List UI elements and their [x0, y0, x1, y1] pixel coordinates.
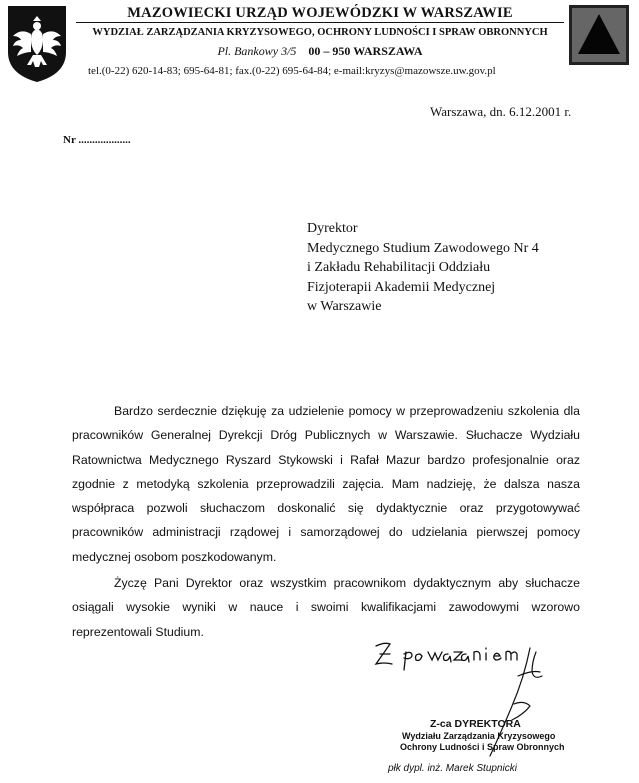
letter-body [72, 399, 580, 644]
stamp-division: Ochrony Ludności i Spraw Obronnych [400, 742, 565, 752]
body-paragraph: Bardzo serdecznie dziękuję za udzielenie pomocy w przeprowadzeniu szkolenia dla pracowników Generalnej Dyrekcji Dróg Publicznych w Warszawie. Słuchacze Wydziału Ratownictwa Medycznego Ryszard Stykowski i Rafał Mazur bardzo profesjonalnie oraz zgodnie z metodyką szkolenia przeprowadzili zajęcia. Mam nadzieję, że dalsza nasza współpraca pozwoli słuchaczom doskonalić się dydaktycznie oraz przygotowywać pracowników administracji rządowej i samorządowej do udzielania pierwszej pomocy medycznej osobom poszkodowanym. [72, 404, 580, 564]
signatory-name: płk dypl. inż. Marek Stupnicki [388, 763, 517, 774]
eagle-emblem-icon [4, 2, 70, 84]
stamp-department: Wydziału Zarządzania Kryzysowego [402, 731, 556, 741]
reference-number: Nr ................... [63, 134, 131, 146]
recipient-line: w Warszawie [307, 299, 382, 314]
recipient-line: i Zakładu Rehabilitacji Oddziału [307, 260, 491, 275]
stamp-title: Z-ca DYREKTORA [430, 718, 521, 730]
office-name: MAZOWIECKI URZĄD WOJEWÓDZKI W WARSZAWIE [127, 5, 513, 21]
recipient-line: Dyrektor [307, 221, 358, 236]
recipient-address [307, 219, 539, 317]
letter-date: Warszawa, dn. 6.12.2001 r. [430, 104, 572, 119]
body-paragraph: Życzę Pani Dyrektor oraz wszystkim pracownikom dydaktycznym aby słuchacze osiągali wysokie wyniki w nauce i swoimi kwalifikacjami zawodowymi wzorowo reprezentowali Studium. [72, 576, 580, 639]
civil-defence-triangle-icon [568, 4, 630, 66]
contact-line: tel.(0-22) 620-14-83; 695-64-81; fax.(0-22) 695-64-84; e-mail:kryzys@mazowsze.uw.gov.pl [88, 65, 496, 77]
street-address: Pl. Bankowy 3/5 [217, 44, 297, 58]
postal-city: 00 – 950 WARSZAWA [308, 44, 423, 58]
department-name: WYDZIAŁ ZARZĄDZANIA KRYZYSOWEGO, OCHRONY LUDNOŚCI I SPRAW OBRONNYCH [92, 27, 548, 38]
recipient-line: Fizjoterapii Akademii Medycznej [307, 279, 496, 295]
address-line [80, 44, 560, 59]
recipient-line: Medycznego Studium Zawodowego Nr 4 [307, 240, 539, 256]
header-divider [76, 22, 564, 23]
